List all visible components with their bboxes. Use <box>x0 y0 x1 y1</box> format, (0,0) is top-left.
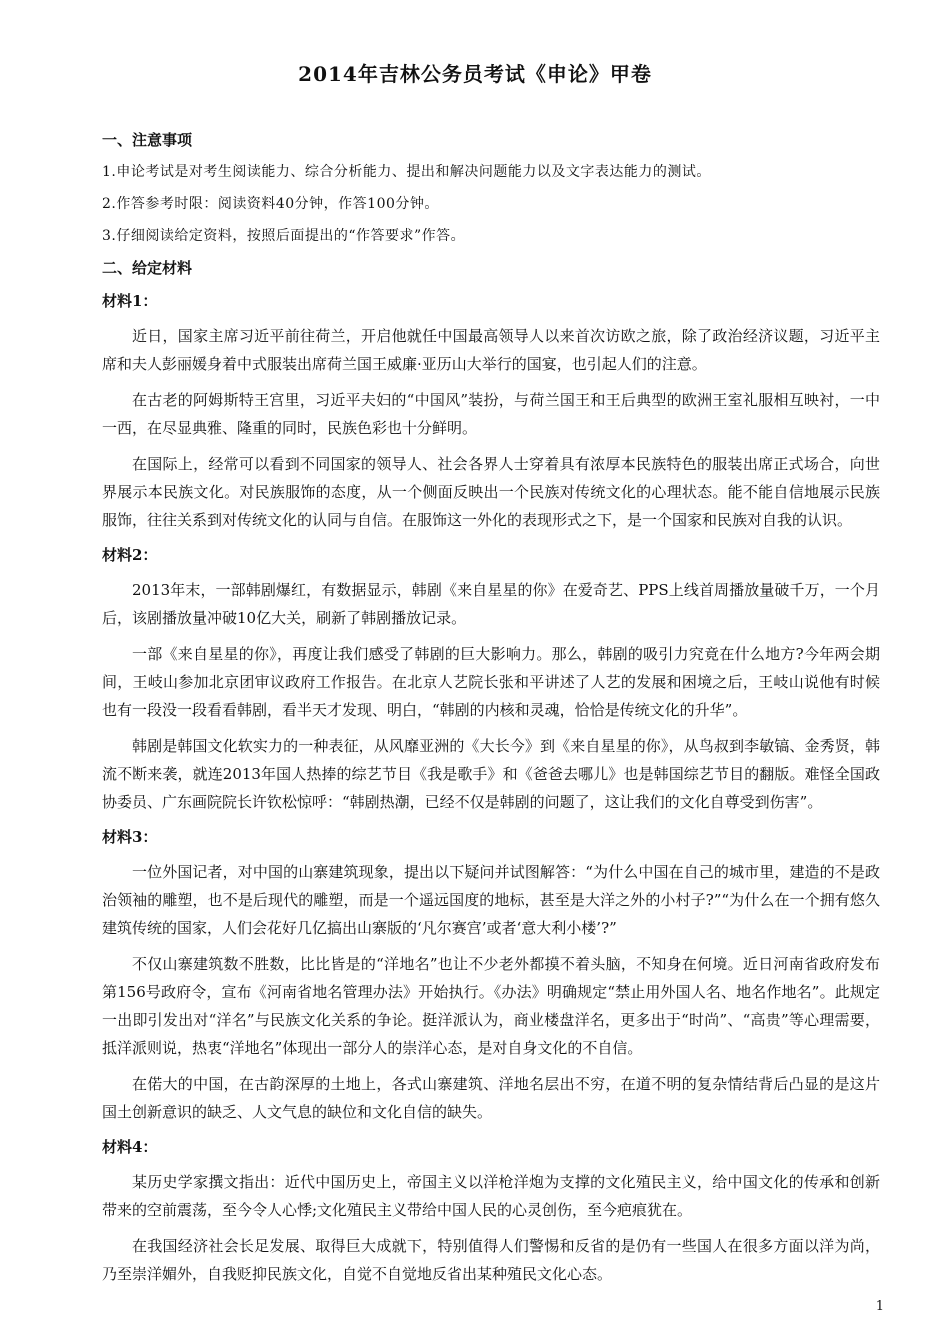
document-body <box>102 128 880 1296</box>
note-item: 1.申论考试是对考生阅读能力、综合分析能力、提出和解决问题能力以及文字表达能力的测试。 <box>102 164 711 180</box>
material-label: 材料3： <box>102 828 158 846</box>
document-title: 2014年吉林公务员考试《申论》甲卷 <box>298 62 652 86</box>
material-paragraph: 某历史学家撰文指出：近代中国历史上，帝国主义以洋枪洋炮为支撑的文化殖民主义，给中国文化的传承和创新带来的空前震荡，至今令人心悸;文化殖民主义带给中国人民的心灵创伤，至今疤痕犹在。 <box>102 1173 880 1219</box>
note-item: 2.作答参考时限：阅读资料40分钟，作答100分钟。 <box>102 196 439 212</box>
material-paragraph: 一部《来自星星的你》，再度让我们感受了韩剧的巨大影响力。那么，韩剧的吸引力究竟在什么地方?今年两会期间，王岐山参加北京团审议政府工作报告。在北京人艺院长张和平讲述了人艺的发展和困境之后，王岐山说他有时候也有一段没一段看看韩剧，看半天才发现、明白，“韩剧的内核和灵魂，恰恰是传统文化的升华”。 <box>102 645 880 719</box>
material-paragraph: 不仅山寨建筑数不胜数，比比皆是的“洋地名”也让不少老外都摸不着头脑，不知身在何境。近日河南省政府发布第156号政府令，宣布《河南省地名管理办法》开始执行。《办法》明确规定“禁止用外国人名、地名作地名”。此规定一出即引发出对“洋名”与民族文化关系的争论。挺洋派认为，商业楼盘洋名，更多出于“时尚”、“高贵”等心理需要，抵洋派则说，热衷“洋地名”体现出一部分人的崇洋心态，是对自身文化的不自信。 <box>102 955 880 1057</box>
material-paragraph: 在偌大的中国，在古韵深厚的土地上，各式山寨建筑、洋地名层出不穷，在道不明的复杂情结背后凸显的是这片国土创新意识的缺乏、人文气息的缺位和文化自信的缺失。 <box>102 1075 880 1121</box>
material-paragraph: 一位外国记者，对中国的山寨建筑现象，提出以下疑问并试图解答：“为什么中国在自己的城市里，建造的不是政治领袖的雕塑，也不是后现代的雕塑，而是一个遥远国度的地标，甚至是大洋之外的小村子?”“为什么在一个拥有悠久建筑传统的国家，人们会花好几亿搞出山寨版的‘凡尔赛宫’或者‘意大利小楼’?” <box>102 863 880 937</box>
material-label: 材料1： <box>102 292 158 310</box>
material-paragraph: 在国际上，经常可以看到不同国家的领导人、社会各界人士穿着具有浓厚本民族特色的服装出席正式场合，向世界展示本民族文化。对民族服饰的态度，从一个侧面反映出一个民族对传统文化的心理状态。能不能自信地展示民族服饰，往往关系到对传统文化的认同与自信。在服饰这一外化的表现形式之下，是一个国家和民族对自我的认识。 <box>102 455 880 529</box>
material-paragraph: 韩剧是韩国文化软实力的一种表征，从风靡亚洲的《大长今》到《来自星星的你》，从鸟叔到李敏镐、金秀贤，韩流不断来袭，就连2013年国人热捧的综艺节目《我是歌手》和《爸爸去哪儿》也是韩国综艺节目的翻版。难怪全国政协委员、广东画院院长许钦松惊呼：“韩剧热潮，已经不仅是韩剧的问题了，这让我们的文化自尊受到伤害”。 <box>102 737 880 811</box>
material-label: 材料2： <box>102 546 158 564</box>
section-heading-notes: 一、注意事项 <box>102 131 193 149</box>
section-heading-materials: 二、给定材料 <box>102 259 193 277</box>
page-number: 1 <box>875 1299 884 1314</box>
material-paragraph: 近日，国家主席习近平前往荷兰，开启他就任中国最高领导人以来首次访欧之旅，除了政治经济议题，习近平主席和夫人彭丽媛身着中式服装出席荷兰国王威廉·亚历山大举行的国宴，也引起人们的注意。 <box>102 327 880 373</box>
material-label: 材料4： <box>102 1138 158 1156</box>
note-item: 3.仔细阅读给定资料，按照后面提出的“作答要求”作答。 <box>102 228 466 244</box>
material-paragraph: 2013年末，一部韩剧爆红，有数据显示，韩剧《来自星星的你》在爱奇艺、PPS上线首周播放量破千万，一个月后，该剧播放量冲破10亿大关，刷新了韩剧播放记录。 <box>102 581 880 627</box>
material-paragraph: 在我国经济社会长足发展、取得巨大成就下，特别值得人们警惕和反省的是仍有一些国人在很多方面以洋为尚，乃至崇洋媚外，自我贬抑民族文化，自觉不自觉地反省出某种殖民文化心态。 <box>102 1237 880 1283</box>
material-paragraph: 在古老的阿姆斯特王宫里，习近平夫妇的“中国风”装扮，与荷兰国王和王后典型的欧洲王室礼服相互映衬，一中一西，在尽显典雅、隆重的同时，民族色彩也十分鲜明。 <box>102 391 880 437</box>
